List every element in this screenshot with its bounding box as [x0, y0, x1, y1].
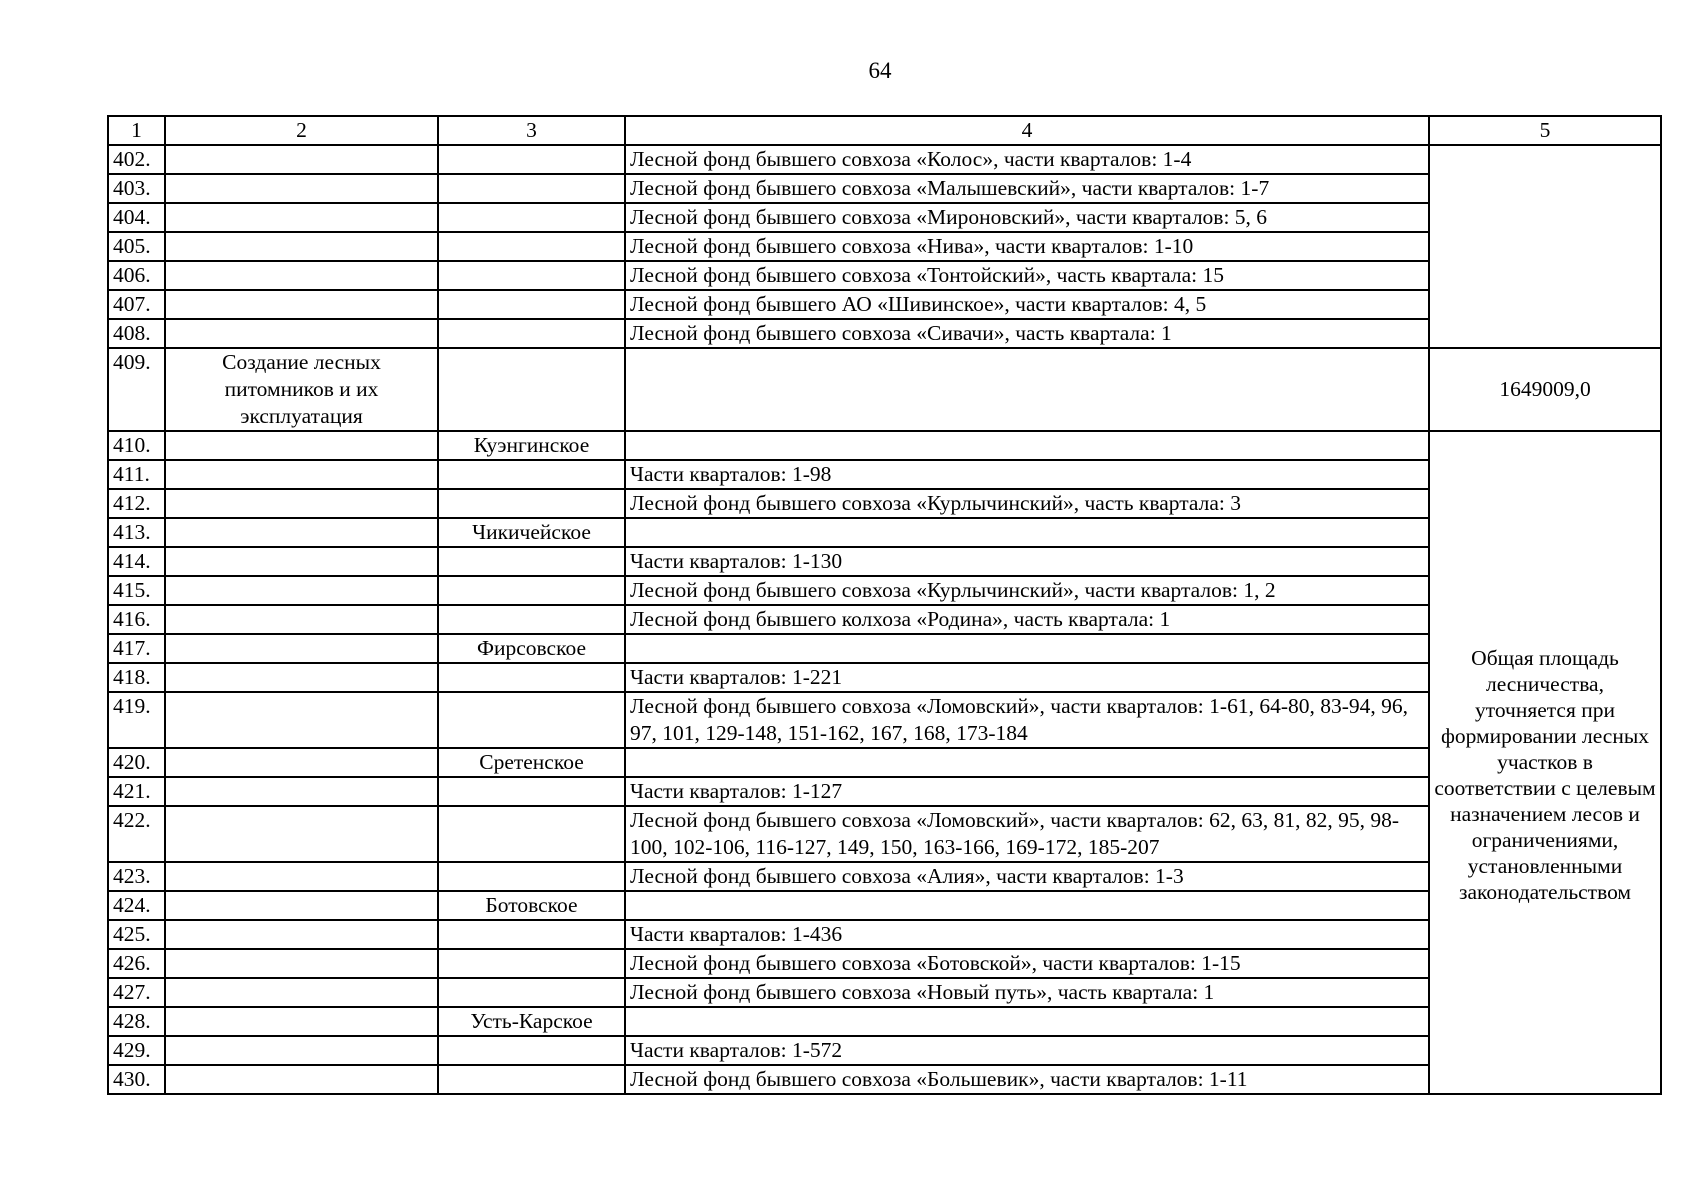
location-cell: Лесной фонд бывшего совхоза «Малышевский», части кварталов: 1-7 [625, 174, 1429, 203]
table-row [108, 1065, 1661, 1094]
location-cell: Лесной фонд бывшего совхоза «Сивачи», часть квартала: 1 [625, 319, 1429, 348]
row-number: 413. [108, 518, 165, 547]
district-cell: Чикичейское [438, 518, 625, 547]
row-number: 411. [108, 460, 165, 489]
location-cell: Лесной фонд бывшего совхоза «Новый путь», часть квартала: 1 [625, 978, 1429, 1007]
table-row [108, 806, 1661, 862]
table-row [108, 174, 1661, 203]
column-number-row [108, 116, 1661, 145]
location-cell [625, 634, 1429, 663]
row-number: 421. [108, 777, 165, 806]
location-cell [625, 431, 1429, 460]
row-number: 409. [108, 348, 165, 431]
row-number: 427. [108, 978, 165, 1007]
row-number: 403. [108, 174, 165, 203]
activity-cell [165, 663, 438, 692]
table-row [108, 1036, 1661, 1065]
table-row [108, 489, 1661, 518]
row-number: 412. [108, 489, 165, 518]
activity-cell [165, 920, 438, 949]
district-cell [438, 203, 625, 232]
row-number: 402. [108, 145, 165, 174]
location-cell: Лесной фонд бывшего совхоза «Курлычинский», часть квартала: 3 [625, 489, 1429, 518]
row-number: 417. [108, 634, 165, 663]
district-cell [438, 777, 625, 806]
table-row [108, 576, 1661, 605]
table-row [108, 891, 1661, 920]
district-cell: Куэнгинское [438, 431, 625, 460]
table-row [108, 460, 1661, 489]
location-cell: Части кварталов: 1-572 [625, 1036, 1429, 1065]
location-cell: Лесной фонд бывшего совхоза «Нива», части кварталов: 1-10 [625, 232, 1429, 261]
district-cell: Фирсовское [438, 634, 625, 663]
column-header-1: 1 [108, 116, 165, 145]
activity-cell [165, 576, 438, 605]
district-cell: Усть-Карское [438, 1007, 625, 1036]
district-cell [438, 949, 625, 978]
table-row [108, 203, 1661, 232]
table-row [108, 261, 1661, 290]
table-row [108, 663, 1661, 692]
district-cell [438, 1036, 625, 1065]
table-row [108, 949, 1661, 978]
district-cell [438, 319, 625, 348]
location-cell: Лесной фонд бывшего совхоза «Мироновский», части кварталов: 5, 6 [625, 203, 1429, 232]
district-cell [438, 663, 625, 692]
row-number: 428. [108, 1007, 165, 1036]
activity-cell [165, 261, 438, 290]
activity-cell [165, 518, 438, 547]
row-number: 419. [108, 692, 165, 748]
column-header-2: 2 [165, 116, 438, 145]
district-cell [438, 862, 625, 891]
row-number: 424. [108, 891, 165, 920]
table-row [108, 518, 1661, 547]
area-cell-empty [1429, 145, 1661, 348]
activity-cell [165, 748, 438, 777]
district-cell [438, 920, 625, 949]
activity-cell [165, 203, 438, 232]
table-row [108, 605, 1661, 634]
location-cell: Лесной фонд бывшего совхоза «Курлычинский», части кварталов: 1, 2 [625, 576, 1429, 605]
location-cell [625, 518, 1429, 547]
row-number: 420. [108, 748, 165, 777]
location-cell: Части кварталов: 1-127 [625, 777, 1429, 806]
table-row [108, 431, 1661, 460]
row-number: 408. [108, 319, 165, 348]
district-cell [438, 290, 625, 319]
table-row [108, 547, 1661, 576]
table-row [108, 1007, 1661, 1036]
location-cell: Лесной фонд бывшего совхоза «Ломовский», части кварталов: 62, 63, 81, 82, 95, 98-100, 102-106, 116-127, 149, 150, 163-166, 169-172, 185-207 [625, 806, 1429, 862]
column-header-4: 4 [625, 116, 1429, 145]
area-note-cell: Общая площадь лесничества, уточняется при формировании лесных участков в соответствии с целевым назначением лесов и ограничениями, установленными законодательством [1429, 431, 1661, 1094]
location-cell [625, 891, 1429, 920]
table-row [108, 862, 1661, 891]
district-cell [438, 460, 625, 489]
row-number: 407. [108, 290, 165, 319]
row-number: 418. [108, 663, 165, 692]
row-number: 423. [108, 862, 165, 891]
row-number: 404. [108, 203, 165, 232]
activity-cell [165, 232, 438, 261]
row-number: 430. [108, 1065, 165, 1094]
table-body [108, 145, 1661, 1094]
activity-cell [165, 460, 438, 489]
location-cell: Лесной фонд бывшего совхоза «Колос», части кварталов: 1-4 [625, 145, 1429, 174]
table-row [108, 145, 1661, 174]
location-cell [625, 1007, 1429, 1036]
location-cell: Лесной фонд бывшего совхоза «Алия», части кварталов: 1-3 [625, 862, 1429, 891]
activity-cell [165, 174, 438, 203]
location-cell: Части кварталов: 1-130 [625, 547, 1429, 576]
activity-cell [165, 806, 438, 862]
location-cell: Лесной фонд бывшего совхоза «Тонтойский», часть квартала: 15 [625, 261, 1429, 290]
row-number: 416. [108, 605, 165, 634]
row-number: 406. [108, 261, 165, 290]
row-number: 414. [108, 547, 165, 576]
table-row [108, 348, 1661, 431]
activity-cell [165, 978, 438, 1007]
table-row [108, 634, 1661, 663]
table-row [108, 319, 1661, 348]
activity-cell [165, 891, 438, 920]
district-cell [438, 489, 625, 518]
table-row [108, 692, 1661, 748]
row-number: 422. [108, 806, 165, 862]
location-cell [625, 348, 1429, 431]
row-number: 426. [108, 949, 165, 978]
district-cell [438, 576, 625, 605]
row-number: 415. [108, 576, 165, 605]
activity-cell [165, 547, 438, 576]
activity-cell [165, 949, 438, 978]
location-cell: Части кварталов: 1-436 [625, 920, 1429, 949]
activity-cell [165, 145, 438, 174]
district-cell [438, 806, 625, 862]
column-header-3: 3 [438, 116, 625, 145]
location-cell: Лесной фонд бывшего совхоза «Ломовский», части кварталов: 1-61, 64-80, 83-94, 96, 97, 101, 129-148, 151-162, 167, 168, 173-184 [625, 692, 1429, 748]
table-row [108, 920, 1661, 949]
district-cell: Сретенское [438, 748, 625, 777]
activity-cell [165, 862, 438, 891]
location-cell: Лесной фонд бывшего АО «Шивинское», части кварталов: 4, 5 [625, 290, 1429, 319]
activity-cell [165, 605, 438, 634]
activity-cell [165, 634, 438, 663]
activity-cell [165, 1036, 438, 1065]
row-number: 410. [108, 431, 165, 460]
location-cell [625, 748, 1429, 777]
district-cell [438, 145, 625, 174]
location-cell: Части кварталов: 1-98 [625, 460, 1429, 489]
forestry-table [107, 115, 1662, 1095]
table-row [108, 290, 1661, 319]
table-row [108, 978, 1661, 1007]
district-cell [438, 692, 625, 748]
district-cell [438, 232, 625, 261]
column-header-5: 5 [1429, 116, 1661, 145]
district-cell [438, 978, 625, 1007]
district-cell [438, 1065, 625, 1094]
row-number: 425. [108, 920, 165, 949]
district-cell [438, 348, 625, 431]
table-row [108, 748, 1661, 777]
table-row [108, 232, 1661, 261]
table-row [108, 777, 1661, 806]
location-cell: Лесной фонд бывшего совхоза «Ботовской», части кварталов: 1-15 [625, 949, 1429, 978]
activity-cell [165, 489, 438, 518]
district-cell [438, 261, 625, 290]
location-cell: Части кварталов: 1-221 [625, 663, 1429, 692]
district-cell [438, 174, 625, 203]
location-cell: Лесной фонд бывшего совхоза «Большевик», части кварталов: 1-11 [625, 1065, 1429, 1094]
activity-cell: Создание лесных питомников и их эксплуатация [165, 348, 438, 431]
row-number: 405. [108, 232, 165, 261]
row-number: 429. [108, 1036, 165, 1065]
activity-cell [165, 692, 438, 748]
area-value-cell: 1649009,0 [1429, 348, 1661, 431]
district-cell [438, 547, 625, 576]
location-cell: Лесной фонд бывшего колхоза «Родина», часть квартала: 1 [625, 605, 1429, 634]
activity-cell [165, 319, 438, 348]
page-number: 64 [868, 58, 892, 83]
activity-cell [165, 431, 438, 460]
activity-cell [165, 290, 438, 319]
activity-cell [165, 1065, 438, 1094]
district-cell: Ботовское [438, 891, 625, 920]
activity-cell [165, 777, 438, 806]
district-cell [438, 605, 625, 634]
activity-cell [165, 1007, 438, 1036]
